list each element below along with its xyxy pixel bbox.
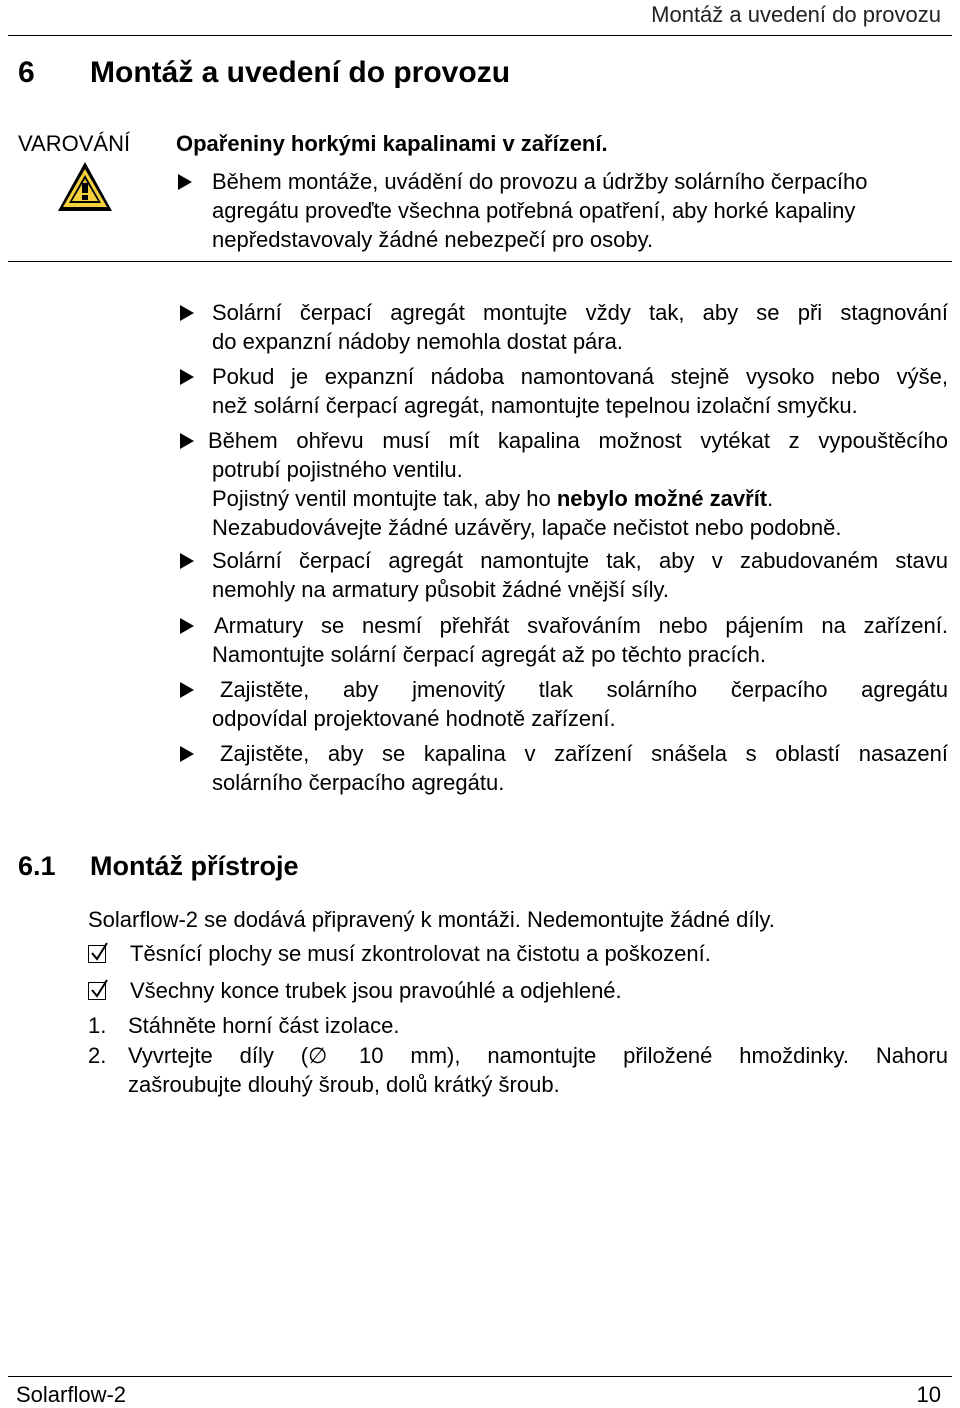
bullet-line: do expanzní nádoby nemohla dostat pára. [212, 329, 623, 354]
diameter-icon: ∅ [308, 1043, 328, 1068]
header-divider [8, 35, 952, 36]
section-title: Montáž a uvedení do provozu [90, 56, 511, 89]
bullet-line: než solární čerpací agregát, namontujte tepelnou izolační smyčku. [212, 393, 858, 418]
section-number: 6 [18, 56, 35, 89]
warning-line: nepředstavovaly žádné nebezpečí pro osoby. [212, 227, 654, 252]
bullet-triangle-icon [180, 553, 194, 569]
footer-divider [8, 1376, 952, 1377]
bullet-line: potrubí pojistného ventilu. [212, 457, 463, 482]
bullet-text: . [767, 486, 774, 511]
bullet-triangle-icon [178, 174, 192, 190]
step-text-part: Vyvrtejte díly ( [128, 1043, 309, 1068]
bullet-line: Zajistěte, aby se kapalina v zařízení snášela s oblastí nasazení [220, 741, 948, 766]
warning-divider [8, 261, 952, 262]
warning-label: VAROVÁNÍ [18, 131, 131, 156]
bullet-line: Armatury se nesmí přehřát svařováním nebo pájením na zařízení. [214, 613, 948, 638]
intro-text: Solarflow-2 se dodává připravený k montáži. Nedemontujte žádné díly. [88, 907, 775, 932]
step-text: Stáhněte horní část izolace. [128, 1013, 400, 1038]
bullet-line: Solární čerpací agregát montujte vždy tak, aby se při stagnování [212, 300, 948, 325]
bullet-line [212, 484, 773, 513]
bullet-line: Během ohřevu musí mít kapalina možnost vytékat z vypouštěcího [208, 428, 948, 453]
bullet-triangle-icon [180, 305, 194, 321]
warning-title: Opařeniny horkými kapalinami v zařízení. [176, 131, 608, 156]
bullet-line: nemohly na armatury působit žádné vnější síly. [212, 577, 669, 602]
page-number: 10 [916, 1382, 941, 1407]
bullet-triangle-icon [180, 433, 194, 449]
subsection-title: Montáž přístroje [90, 851, 299, 881]
bullet-line: Namontujte solární čerpací agregát až po těchto pracích. [212, 642, 766, 667]
checklist-item: Těsnící plochy se musí zkontrolovat na čistotu a poškození. [130, 941, 711, 966]
step-number: 2. [88, 1043, 107, 1068]
warning-line: agregátu proveďte všechna potřebná opatření, aby horké kapaliny [212, 198, 856, 223]
bullet-triangle-icon [180, 682, 194, 698]
bullet-text: Pojistný ventil montujte tak, aby ho [212, 486, 557, 511]
step-text [128, 1041, 948, 1070]
subsection-number: 6.1 [18, 851, 56, 881]
bullet-triangle-icon [180, 369, 194, 385]
step-number: 1. [88, 1013, 107, 1038]
bullet-triangle-icon [180, 746, 194, 762]
running-header: Montáž a uvedení do provozu [651, 2, 941, 27]
footer-product: Solarflow-2 [16, 1382, 127, 1407]
bullet-line: Pokud je expanzní nádoba namontovaná stejně vysoko nebo výše, [212, 364, 948, 389]
bullet-line: solárního čerpacího agregátu. [212, 770, 505, 795]
bullet-line: Zajistěte, aby jmenovitý tlak solárního čerpacího agregátu [220, 677, 948, 702]
checkbox-checked-icon [88, 982, 106, 1000]
bullet-line: Solární čerpací agregát namontujte tak, aby v zabudovaném stavu [212, 548, 948, 573]
checklist-item: Všechny konce trubek jsou pravoúhlé a odjehlené. [130, 978, 622, 1003]
warning-line: Během montáže, uvádění do provozu a údržby solárního čerpacího [212, 169, 868, 194]
step-text-part: 10 mm), namontujte přiložené hmoždinky. Nahoru [332, 1043, 948, 1068]
bullet-triangle-icon [180, 618, 194, 634]
step-text: zašroubujte dlouhý šroub, dolů krátký šroub. [128, 1072, 560, 1097]
bullet-line: odpovídal projektované hodnotě zařízení. [212, 706, 616, 731]
checkbox-checked-icon [88, 945, 106, 963]
emphasis-text: nebylo možné zavřít [556, 486, 768, 511]
warning-triangle-icon [56, 160, 114, 214]
bullet-line: Nezabudovávejte žádné uzávěry, lapače nečistot nebo podobně. [212, 515, 842, 540]
